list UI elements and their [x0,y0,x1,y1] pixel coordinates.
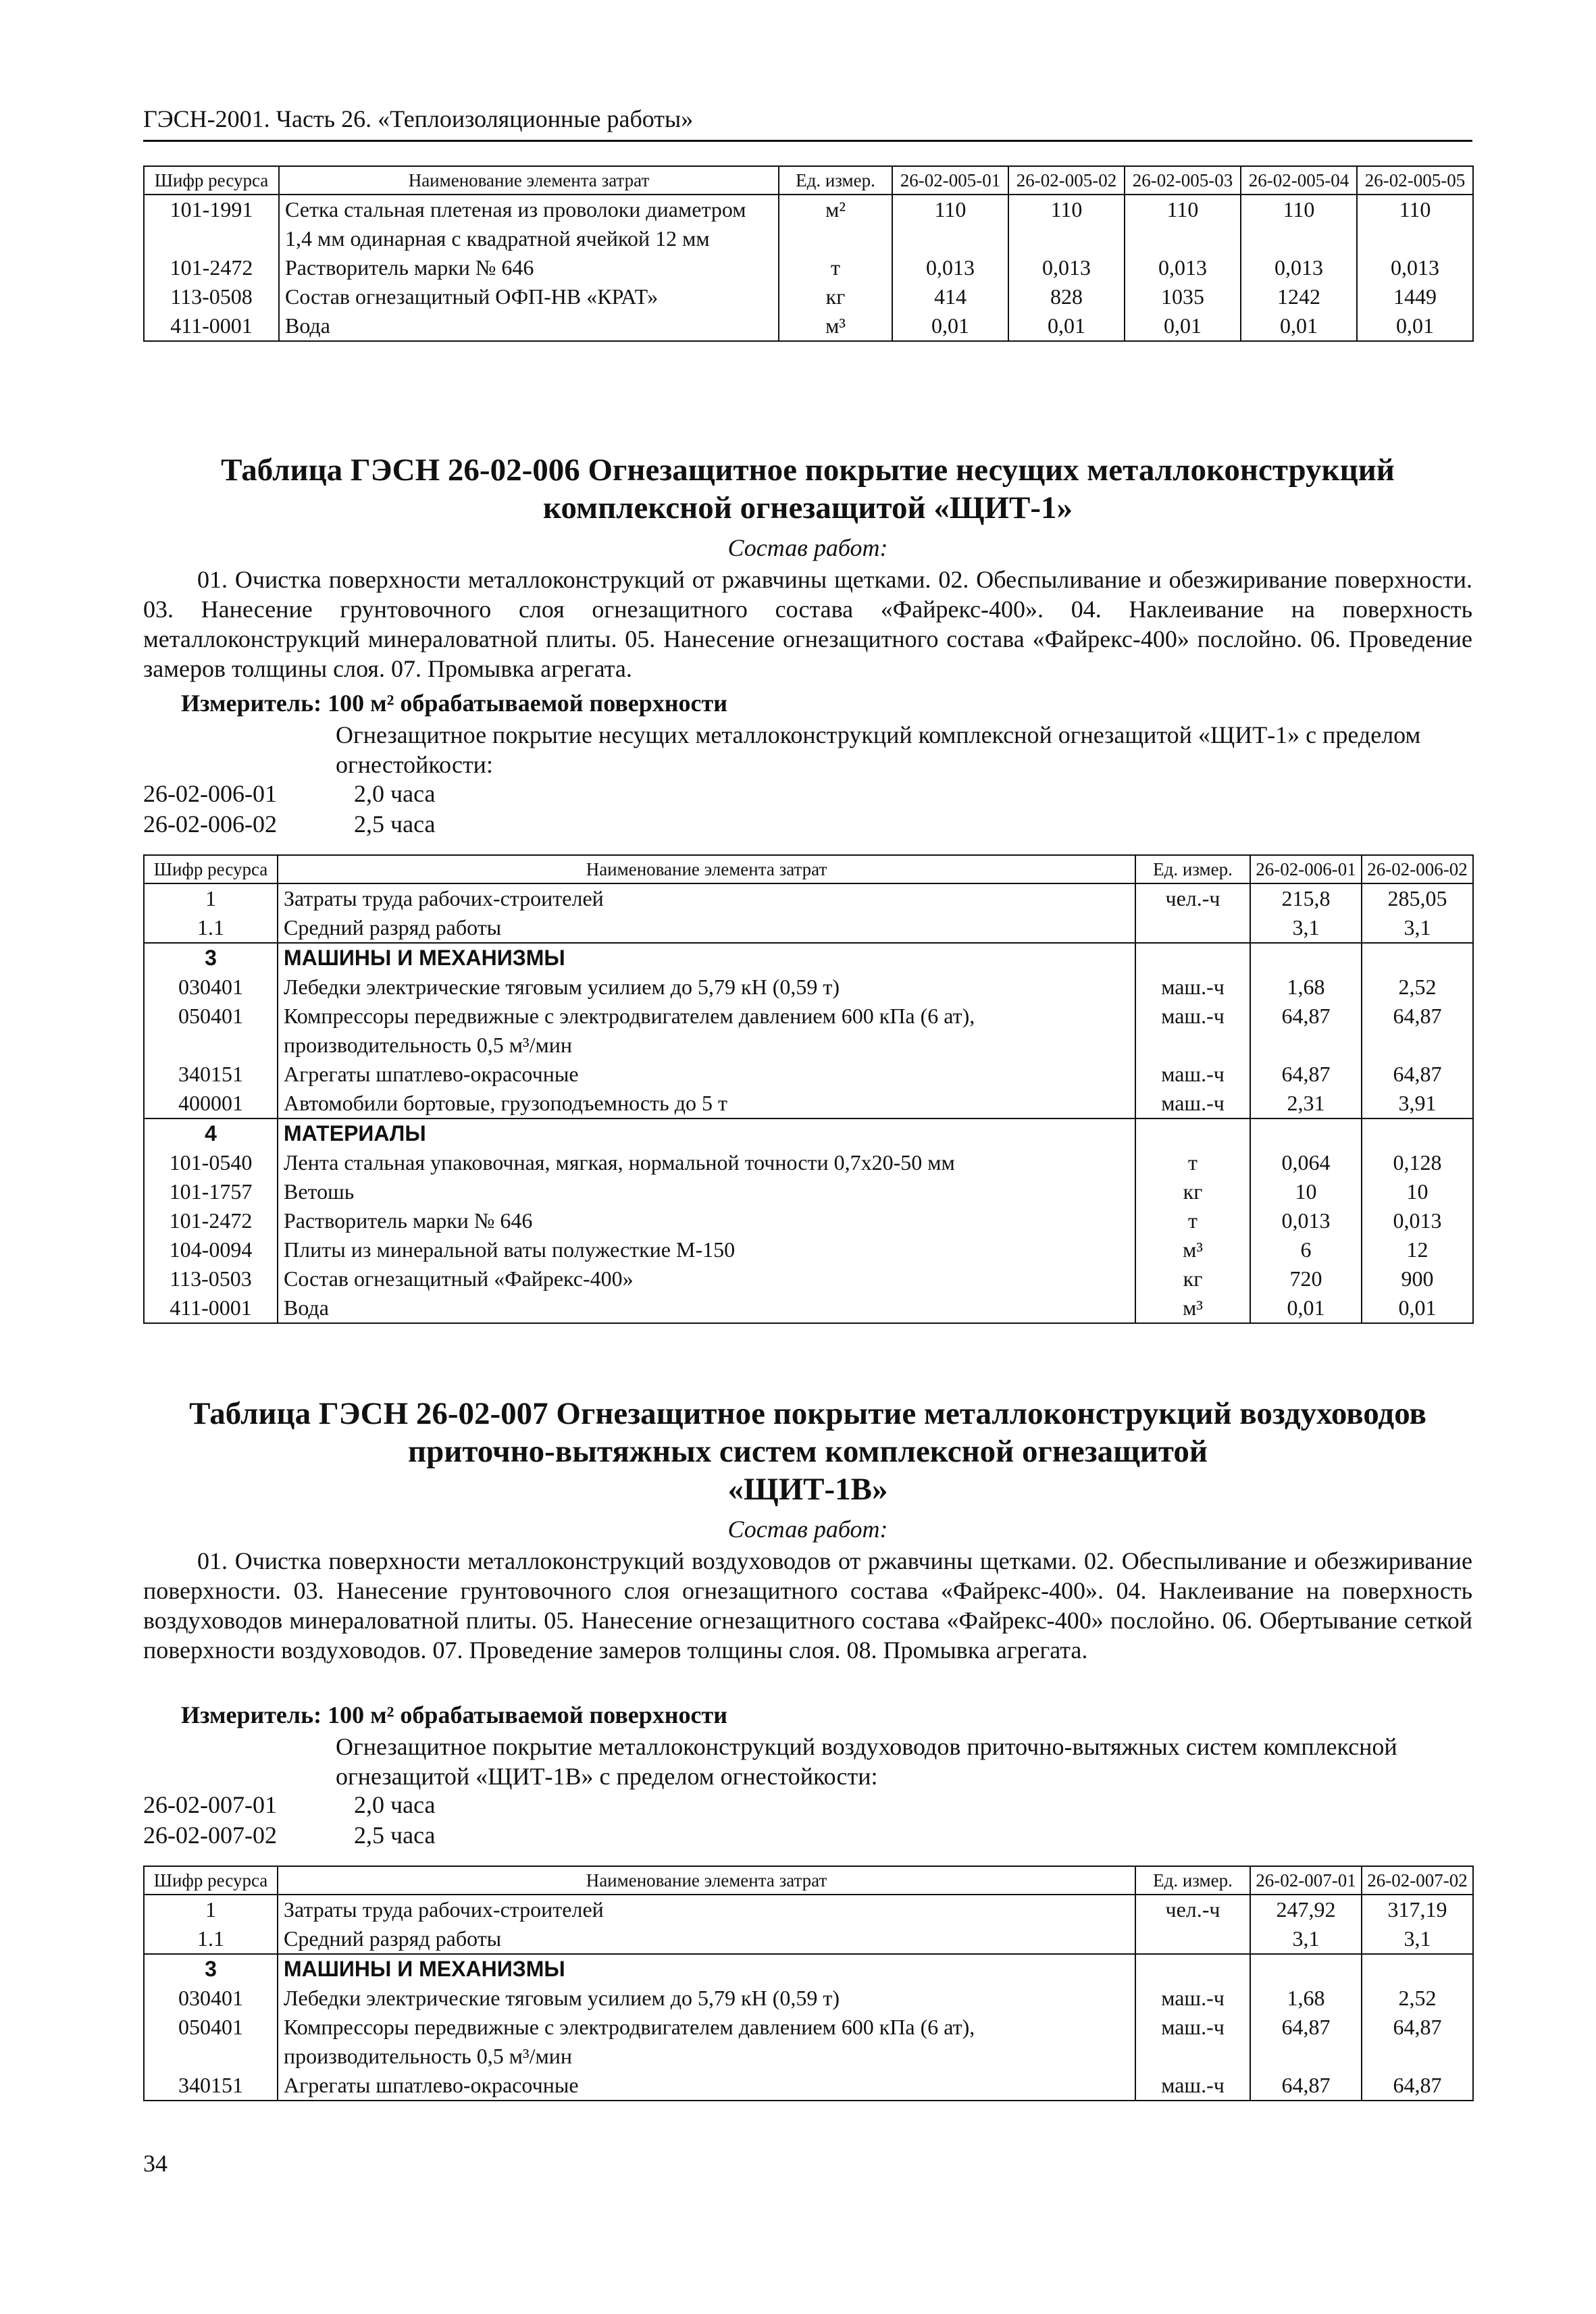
value: 1,68 [1250,973,1362,1002]
value: 110 [1008,195,1125,253]
value: 1242 [1241,282,1357,311]
table-row [144,1148,1473,1177]
resource-code: 101-1991 [144,195,279,253]
value: 12 [1362,1235,1473,1264]
value [1362,1954,1473,1984]
variant-text: 2,0 часа [354,780,436,807]
value: 247,92 [1250,1895,1362,1924]
header-cell-name: Наименование элемента затрат [278,1866,1135,1895]
header-cell-code: Шифр ресурса [144,855,278,883]
category-code: 3 [144,943,278,973]
resource-name: Лента стальная упаковочная, мягкая, нормальной точности 0,7х20-50 мм [278,1148,1135,1177]
category-name: МАШИНЫ И МЕХАНИЗМЫ [278,1954,1135,1984]
value: 2,52 [1362,1984,1473,2013]
variant-text: 2,0 часа [354,1791,436,1818]
table-row [144,195,1473,253]
value: 720 [1250,1264,1362,1293]
resource-code: 340151 [144,1060,278,1089]
table-row [144,1002,1473,1060]
unit: маш.-ч [1135,1089,1250,1119]
value: 1,68 [1250,1984,1362,2013]
category-name: МАШИНЫ И МЕХАНИЗМЫ [278,943,1135,973]
value: 64,87 [1362,2071,1473,2101]
table-row [144,282,1473,311]
value: 64,87 [1250,1002,1362,1060]
variant-text: 2,5 часа [354,811,436,838]
value: 0,013 [1250,1206,1362,1235]
unit: кг [779,282,892,311]
unit: маш.-ч [1135,1060,1250,1089]
unit: чел.-ч [1135,1895,1250,1924]
table-26-02-006 [143,854,1474,1324]
unit: кг [1135,1264,1250,1293]
table-row [144,1895,1473,1924]
value: 900 [1362,1264,1473,1293]
resource-code: 101-2472 [144,253,279,282]
value: 110 [1241,195,1357,253]
unit [1135,913,1250,943]
category-code: 4 [144,1119,278,1148]
unit: м² [779,195,892,253]
value: 64,87 [1250,2013,1362,2071]
unit: маш.-ч [1135,2013,1250,2071]
table-row [144,883,1473,913]
value: 215,8 [1250,883,1362,913]
table-row [144,1177,1473,1206]
variant-code: 26-02-006-01 [143,780,277,807]
unit: т [1135,1206,1250,1235]
header-cell-norm: 26-02-006-01 [1250,855,1362,883]
resource-code: 113-0503 [144,1264,278,1293]
value: 64,87 [1362,1060,1473,1089]
norm-description: Огнезащитное покрытие несущих металлоконструкций комплексной огнезащитой «ЩИТ-1» с пределом огнестойкости: [336,721,1421,778]
unit: маш.-ч [1135,1002,1250,1060]
table-row [144,311,1473,341]
unit: м³ [779,311,892,341]
works-composition-text: 01. Очистка поверхности металлоконструкций от ржавчины щетками. 02. Обеспыливание и обезжиривание поверхности. 03. Нанесение грунтовочного слоя огнезащитного состава «Файрекс-400». 04. Наклеивание на поверхность металлоконструкций минераловатной плиты. 05. Нанесение огнезащитного состава «Файрекс-400» послойно. 06. Проведение замеров толщины слоя. 07. Промывка агрегата. [143,566,1472,682]
value: 64,87 [1250,1060,1362,1089]
resource-code: 411-0001 [144,1293,278,1323]
table-row [144,1206,1473,1235]
header-cell-code: Шифр ресурса [144,1866,278,1895]
header-cell-norm: 26-02-007-02 [1362,1866,1473,1895]
resource-code: 101-1757 [144,1177,278,1206]
value: 2,52 [1362,973,1473,1002]
unit: т [1135,1148,1250,1177]
table-26-02-007 [143,1866,1474,2101]
unit [1135,1924,1250,1954]
resource-name: Состав огнезащитный «Файрекс-400» [278,1264,1135,1293]
value: 0,01 [1008,311,1125,341]
table-row [144,1293,1473,1323]
value: 64,87 [1362,1002,1473,1060]
header-cell-code: Шифр ресурса [144,166,279,195]
resource-code: 340151 [144,2071,278,2101]
header-cell-name: Наименование элемента затрат [278,855,1135,883]
resource-name: Компрессоры передвижные с электродвигателем давлением 600 кПа (6 ат), производительность 0,5 м³/мин [278,2013,1135,2071]
unit: кг [1135,1177,1250,1206]
table-row [144,1924,1473,1954]
variant-code: 26-02-007-01 [143,1791,277,1818]
value: 0,013 [1008,253,1125,282]
value: 0,01 [1125,311,1241,341]
resource-name: Состав огнезащитный ОФП-НВ «КРАТ» [279,282,779,311]
resource-name: Плиты из минеральной ваты полужесткие М-150 [278,1235,1135,1264]
unit: м³ [1135,1235,1250,1264]
value: 64,87 [1362,2013,1473,2071]
resource-name: Вода [279,311,779,341]
resource-name: Агрегаты шпатлево-окрасочные [278,1060,1135,1089]
resource-name: Автомобили бортовые, грузоподъемность до 5 т [278,1089,1135,1119]
value: 0,01 [892,311,1008,341]
composition-label: Состав работ: [727,1516,888,1543]
resource-code: 113-0508 [144,282,279,311]
table-header-row [144,166,1473,195]
header-cell-norm: 26-02-005-04 [1241,166,1357,195]
measure-unit: Измеритель: 100 м² обрабатываемой поверхности [181,1701,727,1728]
norm-variant [143,1791,435,1819]
value: 64,87 [1250,2071,1362,2101]
norm-variant [143,810,435,838]
unit [1135,943,1250,973]
value [1250,1954,1362,1984]
table-header-row [144,1866,1473,1895]
unit [1135,1954,1250,1984]
resource-name: Ветошь [278,1177,1135,1206]
table-row [144,1060,1473,1089]
table-row [144,2013,1473,2071]
page-number: 34 [143,2150,168,2177]
running-header: ГЭСН-2001. Часть 26. «Теплоизоляционные работы» [143,105,694,132]
table-row-category [144,1954,1473,1984]
value: 110 [892,195,1008,253]
resource-name: Агрегаты шпатлево-окрасочные [278,2071,1135,2101]
works-composition-text: 01. Очистка поверхности металлоконструкций воздуховодов от ржавчины щетками. 02. Обеспыливание и обезжиривание поверхности. 03. Нанесение грунтовочного слоя огнезащитного состава «Файрекс-400». 04. Наклеивание на поверхность воздуховодов минераловатной плиты. 05. Нанесение огнезащитного состава «Файрекс-400» послойно. 06. Обертывание сеткой поверхности воздуховодов. 07. Проведение замеров толщины слоя. 08. Промывка агрегата. [143,1547,1472,1664]
unit: м³ [1135,1293,1250,1323]
header-cell-name: Наименование элемента затрат [279,166,779,195]
value: 0,013 [1241,253,1357,282]
header-cell-unit: Ед. измер. [779,166,892,195]
table-row-category [144,1119,1473,1148]
norm-variant [143,1821,435,1849]
resource-name: Вода [278,1293,1135,1323]
value: 3,91 [1362,1089,1473,1119]
value: 0,064 [1250,1148,1362,1177]
table-title-26-02-007 [143,1395,1472,1508]
value: 828 [1008,282,1125,311]
norm-variant [143,779,435,808]
table-row [144,2071,1473,2101]
table-title-line: «ЩИТ-1В» [727,1472,888,1507]
resource-name: Средний разряд работы [278,1924,1135,1954]
header-cell-unit: Ед. измер. [1135,1866,1250,1895]
table-26-02-005-continued [143,165,1474,342]
resource-name: Лебедки электрические тяговым усилием до 5,79 кН (0,59 т) [278,1984,1135,2013]
category-code: 3 [144,1954,278,1984]
resource-code: 030401 [144,1984,278,2013]
value: 3,1 [1250,913,1362,943]
table-title-line: приточно-вытяжных систем комплексной огнезащитой [408,1434,1208,1469]
norm-description: Огнезащитное покрытие металлоконструкций воздуховодов приточно-вытяжных систем комплексной огнезащитой «ЩИТ-1В» с пределом огнестойкости: [336,1733,1397,1790]
unit: маш.-ч [1135,973,1250,1002]
table-title-26-02-006 [143,451,1472,527]
unit: чел.-ч [1135,883,1250,913]
resource-name: Компрессоры передвижные с электродвигателем давлением 600 кПа (6 ат), производительность 0,5 м³/мин [278,1002,1135,1060]
table-header-row [144,855,1473,883]
value: 0,01 [1362,1293,1473,1323]
unit: маш.-ч [1135,2071,1250,2101]
composition-label: Состав работ: [727,534,888,561]
resource-code: 030401 [144,973,278,1002]
header-cell-norm: 26-02-007-01 [1250,1866,1362,1895]
value: 285,05 [1362,883,1473,913]
table-row-category [144,943,1473,973]
value: 0,013 [892,253,1008,282]
header-rule [143,140,1472,142]
header-cell-norm: 26-02-005-03 [1125,166,1241,195]
value: 1035 [1125,282,1241,311]
value: 0,128 [1362,1148,1473,1177]
resource-name: Лебедки электрические тяговым усилием до 5,79 кН (0,59 т) [278,973,1135,1002]
resource-code: 1 [144,883,278,913]
value: 0,01 [1250,1293,1362,1323]
header-cell-norm: 26-02-005-02 [1008,166,1125,195]
resource-code: 104-0094 [144,1235,278,1264]
value: 0,013 [1362,1206,1473,1235]
value: 110 [1357,195,1473,253]
resource-code: 050401 [144,2013,278,2071]
value [1362,1119,1473,1148]
table-row [144,253,1473,282]
resource-name: Растворитель марки № 646 [278,1206,1135,1235]
variant-code: 26-02-006-02 [143,811,277,838]
value [1250,1119,1362,1148]
resource-code: 1 [144,1895,278,1924]
unit [1135,1119,1250,1148]
value: 110 [1125,195,1241,253]
unit: т [779,253,892,282]
value: 317,19 [1362,1895,1473,1924]
resource-code: 050401 [144,1002,278,1060]
table-row [144,1984,1473,2013]
value: 0,013 [1357,253,1473,282]
resource-name: Сетка стальная плетеная из проволоки диаметром 1,4 мм одинарная с квадратной ячейкой 12 мм [279,195,779,253]
value: 10 [1250,1177,1362,1206]
table-title-line: Таблица ГЭСН 26-02-007 Огнезащитное покрытие металлоконструкций воздуховодов [189,1396,1426,1431]
value: 0,01 [1357,311,1473,341]
value: 0,01 [1241,311,1357,341]
table-row [144,1235,1473,1264]
value: 10 [1362,1177,1473,1206]
table-title-line: Таблица ГЭСН 26-02-006 Огнезащитное покрытие несущих металлоконструкций [221,453,1395,488]
value [1250,943,1362,973]
value: 3,1 [1250,1924,1362,1954]
table-row [144,1089,1473,1119]
header-cell-norm: 26-02-005-01 [892,166,1008,195]
unit: маш.-ч [1135,1984,1250,2013]
value: 6 [1250,1235,1362,1264]
resource-code: 1.1 [144,913,278,943]
table-row [144,1264,1473,1293]
value: 3,1 [1362,913,1473,943]
resource-name: Затраты труда рабочих-строителей [278,1895,1135,1924]
value [1362,943,1473,973]
resource-name: Затраты труда рабочих-строителей [278,883,1135,913]
header-cell-unit: Ед. измер. [1135,855,1250,883]
table-title-line: комплексной огнезащитой «ЩИТ-1» [543,490,1073,525]
value: 414 [892,282,1008,311]
table-row [144,973,1473,1002]
header-cell-norm: 26-02-006-02 [1362,855,1473,883]
resource-code: 101-2472 [144,1206,278,1235]
value: 3,1 [1362,1924,1473,1954]
value: 1449 [1357,282,1473,311]
category-name: МАТЕРИАЛЫ [278,1119,1135,1148]
value: 0,013 [1125,253,1241,282]
resource-code: 400001 [144,1089,278,1119]
header-cell-norm: 26-02-005-05 [1357,166,1473,195]
variant-text: 2,5 часа [354,1822,436,1849]
resource-code: 101-0540 [144,1148,278,1177]
resource-name: Средний разряд работы [278,913,1135,943]
resource-code: 411-0001 [144,311,279,341]
table-row [144,913,1473,943]
resource-name: Растворитель марки № 646 [279,253,779,282]
variant-code: 26-02-007-02 [143,1822,277,1849]
resource-code: 1.1 [144,1924,278,1954]
value: 2,31 [1250,1089,1362,1119]
measure-unit: Измеритель: 100 м² обрабатываемой поверхности [181,690,727,717]
